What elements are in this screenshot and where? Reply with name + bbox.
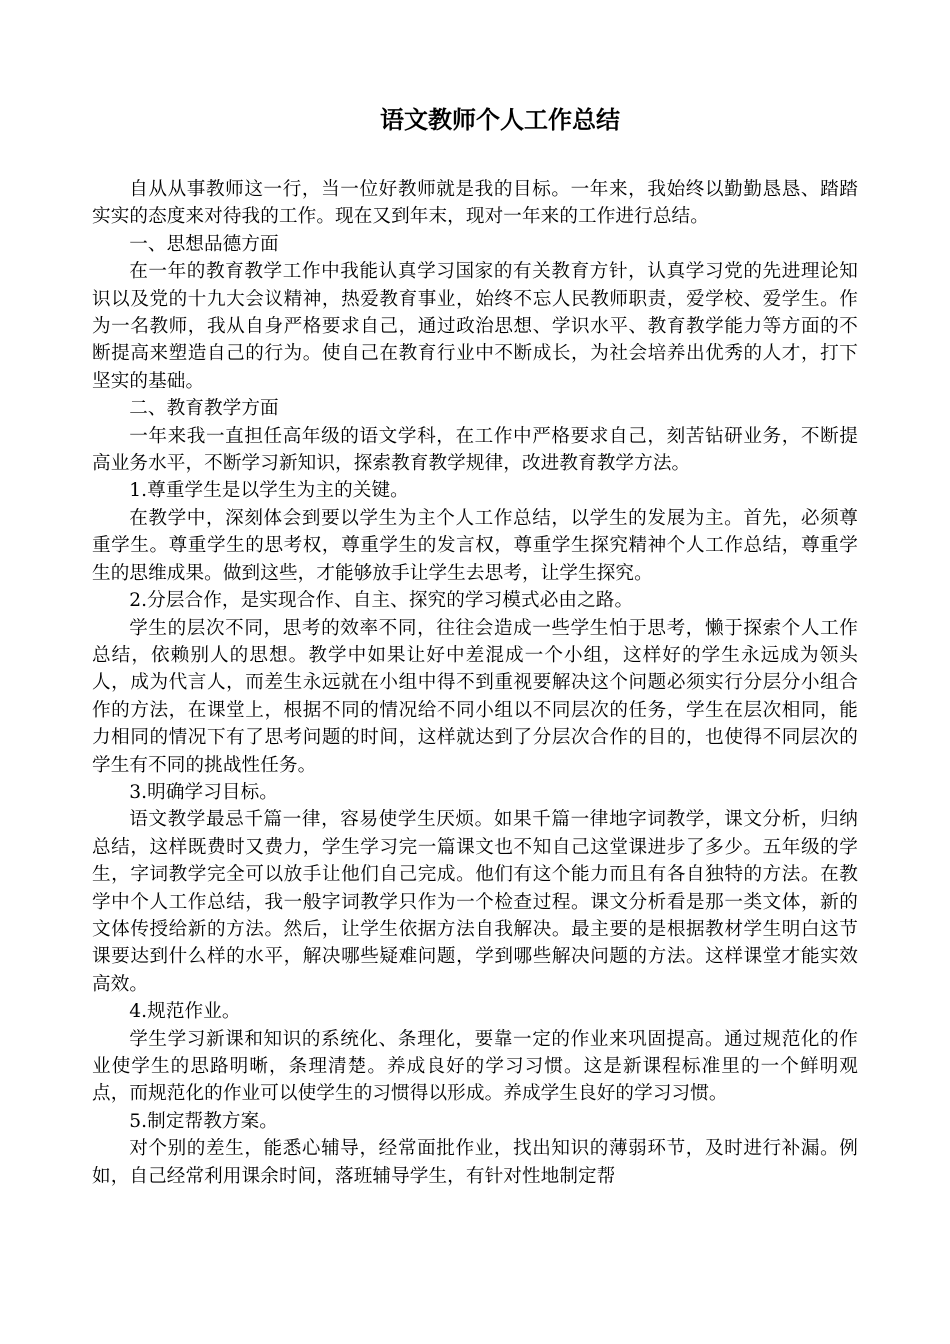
point-2-paragraph: 学生的层次不同，思考的效率不同，往往会造成一些学生怕于思考，懒于探索个人工作总结，依赖别人的思想。教学中如果让好中差混成一个小组，这样好的学生永远成为领头人，成为代言人，而差生永远就在小组中得不到重视要解决这个问题必须实行分层分小组合作的方法，在课堂上，根据不同的情况给不同小组以不同层次的任务，学生在层次相同，能力相同的情况下有了思考问题的时间，这样就达到了分层次合作的目的，也使得不同层次的学生有不同的挑战性任务。: [92, 617, 858, 776]
document-body: [92, 176, 858, 1190]
point-4-heading: 4.规范作业。: [129, 1001, 241, 1023]
moral-paragraph: 在一年的教育教学工作中我能认真学习国家的有关教育方针，认真学习党的先进理论知识以及党的十九大会议精神，热爱教育事业，始终不忘人民教师职责，爱学校、爱学生。作为一名教师，我从自身严格要求自己，通过政治思想、学识水平、教育教学能力等方面的不断提高来塑造自己的行为。使自己在教育行业中不断成长，为社会培养出优秀的人才，打下坚实的基础。: [92, 261, 858, 392]
section-heading-teaching: 二、教育教学方面: [129, 398, 279, 420]
point-3-heading: 3.明确学习目标。: [129, 781, 278, 803]
teaching-paragraph: 一年来我一直担任高年级的语文学科，在工作中严格要求自己，刻苦钻研业务，不断提高业务水平，不断学习新知识，探索教育教学规律，改进教育教学方法。: [92, 425, 858, 475]
point-3-paragraph: 语文教学最忌千篇一律，容易使学生厌烦。如果千篇一律地字词教学，课文分析，归纳总结，这样既费时又费力，学生学习完一篇课文也不知自己这堂课进步了多少。五年级的学生，字词教学完全可以放手让他们自己完成。他们有这个能力而且有各自独特的方法。在教学中个人工作总结，我一般字词教学只作为一个检查过程。课文分析看是那一类文体，新的文体传授给新的方法。然后，让学生依据方法自我解决。最主要的是根据教材学生明白这节课要达到什么样的水平，解决哪些疑难问题，学到哪些解决问题的方法。这样课堂才能实效高效。: [92, 809, 858, 995]
point-2-heading: 2.分层合作，是实现合作、自主、探究的学习模式必由之路。: [129, 590, 634, 612]
point-5-heading: 5.制定帮教方案。: [129, 1110, 278, 1132]
point-1-paragraph: 在教学中，深刻体会到要以学生为主个人工作总结，以学生的发展为主。首先，必须尊重学生。尊重学生的思考权，尊重学生的发言权，尊重学生探究精神个人工作总结，尊重学生的思维成果。做到这些，才能够放手让学生去思考，让学生探究。: [92, 507, 858, 584]
point-4-paragraph: 学生学习新课和知识的系统化、条理化，要靠一定的作业来巩固提高。通过规范化的作业使学生的思路明晰，条理清楚。养成良好的学习习惯。这是新课程标准里的一个鲜明观点，而规范化的作业可以使学生的习惯得以形成。养成学生良好的学习习惯。: [92, 1028, 858, 1105]
document-page: [92, 100, 858, 1190]
point-5-paragraph: 对个别的差生，能悉心辅导，经常面批作业，找出知识的薄弱环节，及时进行补漏。例如，自己经常利用课余时间，落班辅导学生，有针对性地制定帮: [92, 1138, 858, 1187]
point-1-heading: 1.尊重学生是以学生为主的关键。: [129, 480, 409, 502]
document-title: 语文教师个人工作总结: [380, 105, 620, 134]
intro-paragraph: 自从从事教师这一行，当一位好教师就是我的目标。一年来，我始终以勤勤恳恳、踏踏实实的态度来对待我的工作。现在又到年末，现对一年来的工作进行总结。: [92, 179, 858, 228]
section-heading-moral: 一、思想品德方面: [129, 233, 279, 255]
